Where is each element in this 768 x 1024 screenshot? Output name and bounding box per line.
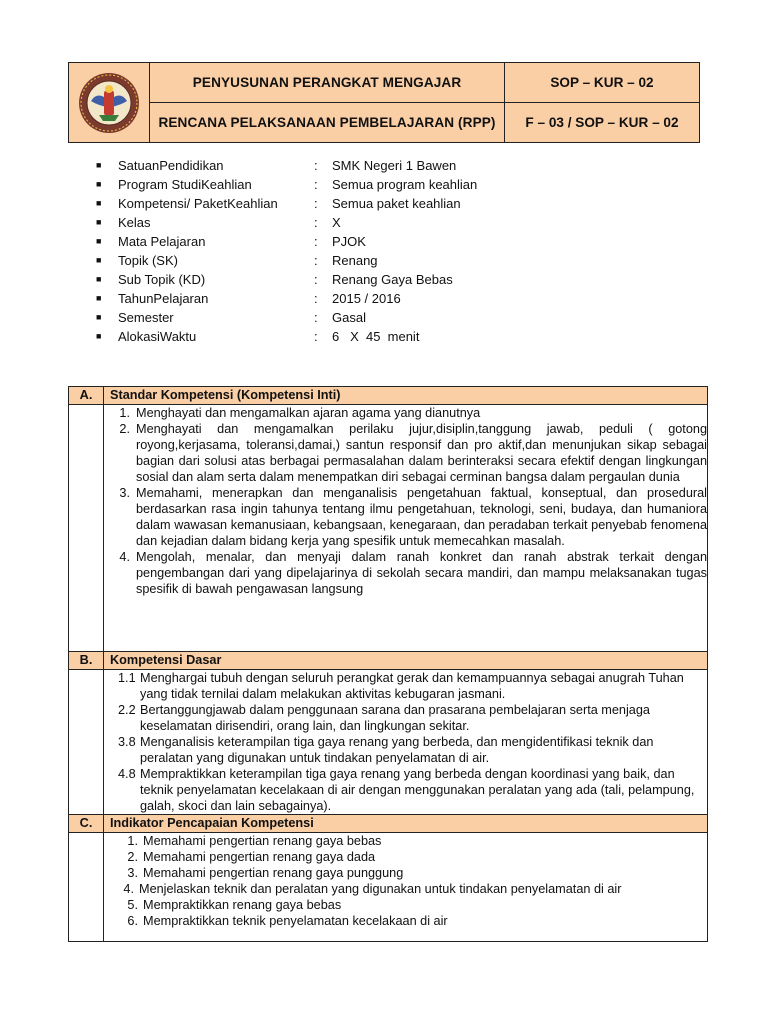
item-text: Memahami pengertian renang gaya dada bbox=[143, 850, 376, 864]
info-colon: : bbox=[314, 215, 318, 230]
item-text: Mempraktikkan renang gaya bebas bbox=[143, 898, 342, 912]
item-text: Bertanggungjawab dalam penggunaan sarana dan prasarana pembelajaran serta menjaga keselamatan dirisendiri, orang lain, dan lingkungan sekitar. bbox=[140, 703, 650, 733]
item-number: 1. bbox=[127, 834, 138, 848]
section-c-header bbox=[69, 815, 708, 833]
info-colon: : bbox=[314, 310, 318, 325]
info-row bbox=[96, 232, 596, 251]
info-row bbox=[96, 194, 596, 213]
section-title: Indikator Pencapaian Kompetensi bbox=[104, 815, 708, 833]
info-row bbox=[96, 175, 596, 194]
header-code-2: F – 03 / SOP – KUR – 02 bbox=[505, 103, 700, 143]
bullet-icon: ■ bbox=[96, 274, 102, 284]
list-item bbox=[118, 670, 707, 702]
header-code-1: SOP – KUR – 02 bbox=[505, 63, 700, 103]
info-label: SatuanPendidikan bbox=[118, 158, 224, 173]
school-emblem-icon bbox=[77, 71, 141, 135]
item-text: Memahami pengertian renang gaya bebas bbox=[143, 834, 382, 848]
item-number: 1. bbox=[119, 406, 130, 420]
info-colon: : bbox=[314, 329, 318, 344]
bullet-icon: ■ bbox=[96, 293, 102, 303]
item-text: Memahami, menerapkan dan menganalisis pengetahuan faktual, konseptual, dan prosedural berdasarkan rasa ingin tahunya tentang ilmu pengetahuan, teknologi, seni, budaya, dan humaniora dalam wawasan kemanusiaan, kebangsaan, kenegaraan, dan peradaban terkait penyebab fenomena dan kejadian dalam bidang kerja yang spesifik untuk memecahkan masalah. bbox=[136, 486, 707, 548]
section-title: Standar Kompetensi (Kompetensi Inti) bbox=[104, 387, 708, 405]
info-value: PJOK bbox=[332, 234, 366, 249]
info-row bbox=[96, 156, 596, 175]
info-colon: : bbox=[314, 272, 318, 287]
item-number: 3. bbox=[127, 866, 138, 880]
info-label: Kompetensi/ PaketKeahlian bbox=[118, 196, 278, 211]
info-value: Renang Gaya Bebas bbox=[332, 272, 453, 287]
item-text: Mempraktikkan keterampilan tiga gaya renang yang berbeda dengan koordinasi yang baik, dan teknik penyelamatan kecelakaan di air dengan menggunakan peralatan yang ada (tali, pelampung, galah, skoci dan lain sebagainya). bbox=[140, 767, 695, 813]
info-label: TahunPelajaran bbox=[118, 291, 209, 306]
item-number: 2.2 bbox=[118, 703, 136, 717]
item-text: Menjelaskan teknik dan peralatan yang digunakan untuk tindakan penyelamatan di air bbox=[139, 882, 622, 896]
basic-competency-list bbox=[118, 670, 707, 814]
item-number: 3.8 bbox=[118, 735, 136, 749]
info-label: Semester bbox=[118, 310, 174, 325]
info-row bbox=[96, 308, 596, 327]
info-colon: : bbox=[314, 253, 318, 268]
info-colon: : bbox=[314, 196, 318, 211]
section-title: Kompetensi Dasar bbox=[104, 652, 708, 670]
list-item bbox=[104, 833, 707, 849]
item-text: Menghayati dan mengamalkan ajaran agama yang dianutnya bbox=[136, 406, 481, 420]
info-colon: : bbox=[314, 234, 318, 249]
item-text: Menghayati dan mengamalkan perilaku jujur,disiplin,tanggung jawab, peduli ( gotong royong,kerjasama, toleransi,damai,) santun responsif dan pro aktif,dan menunjukan sikap sebagai bagian dari solusi atas berbagai permasalahan dalam berinteraksi secara efektif dengan lingkungan sosial dan alam serta dalam menempatkan diri sebagai cerminan bangsa dalam pergaulan dunia bbox=[136, 422, 707, 484]
identity-list bbox=[96, 156, 596, 346]
section-a-body bbox=[69, 405, 708, 652]
competency-table bbox=[68, 386, 708, 942]
section-b-header bbox=[69, 652, 708, 670]
list-item bbox=[118, 702, 707, 734]
item-text: Menghargai tubuh dengan seluruh perangkat gerak dan kemampuannya sebagai anugrah Tuhan yang tidak ternilai dalam melakukan aktivitas kebugaran jasmani. bbox=[140, 671, 684, 701]
info-colon: : bbox=[314, 177, 318, 192]
info-label: Sub Topik (KD) bbox=[118, 272, 206, 287]
info-label: AlokasiWaktu bbox=[118, 329, 197, 344]
info-label: Program StudiKeahlian bbox=[118, 177, 252, 192]
section-letter: B. bbox=[69, 652, 104, 670]
info-value: Semua paket keahlian bbox=[332, 196, 461, 211]
bullet-icon: ■ bbox=[96, 255, 102, 265]
info-row bbox=[96, 213, 596, 232]
section-a-header bbox=[69, 387, 708, 405]
info-value: Semua program keahlian bbox=[332, 177, 478, 192]
item-text: Menganalisis keterampilan tiga gaya renang yang berbeda, dan mengidentifikasi teknik dan peralatan yang digunakan untuk tindakan penyelamatan di air. bbox=[140, 735, 654, 765]
item-number: 3. bbox=[119, 486, 130, 500]
list-item bbox=[104, 405, 707, 421]
item-number: 2. bbox=[119, 422, 130, 436]
info-value: Gasal bbox=[332, 310, 366, 325]
bullet-icon: ■ bbox=[96, 312, 102, 322]
info-value: Renang bbox=[332, 253, 378, 268]
item-text: Mengolah, menalar, dan menyaji dalam ranah konkret dan ranah abstrak terkait dengan pengembangan dari yang dipelajarinya di sekolah secara mandiri, dan mampu melaksanakan tugas spesifik di bawah pengawasan langsung bbox=[136, 550, 707, 596]
standard-competency-list bbox=[104, 405, 707, 597]
indicator-list bbox=[104, 833, 707, 929]
info-label: Kelas bbox=[118, 215, 151, 230]
info-label: Topik (SK) bbox=[118, 253, 178, 268]
list-item bbox=[104, 865, 707, 881]
bullet-icon: ■ bbox=[96, 160, 102, 170]
item-number: 1.1 bbox=[118, 671, 136, 685]
item-number: 4.8 bbox=[118, 767, 136, 781]
header-title-2: RENCANA PELAKSANAAN PEMBELAJARAN (RPP) bbox=[150, 103, 505, 143]
section-c-body bbox=[69, 833, 708, 942]
info-colon: : bbox=[314, 291, 318, 306]
info-colon: : bbox=[314, 158, 318, 173]
item-number: 4. bbox=[123, 882, 134, 896]
list-item bbox=[104, 485, 707, 549]
info-value: X bbox=[332, 215, 341, 230]
document-header bbox=[68, 62, 700, 143]
item-text: Mempraktikkan teknik penyelamatan kecelakaan di air bbox=[143, 914, 448, 928]
item-number: 5. bbox=[127, 898, 138, 912]
info-row bbox=[96, 270, 596, 289]
info-value: 2015 / 2016 bbox=[332, 291, 401, 306]
list-item bbox=[104, 421, 707, 485]
list-item bbox=[118, 766, 707, 814]
item-number: 2. bbox=[127, 850, 138, 864]
section-b-body bbox=[69, 670, 708, 815]
list-item bbox=[104, 881, 707, 897]
info-value: SMK Negeri 1 Bawen bbox=[332, 158, 457, 173]
item-number: 4. bbox=[119, 550, 130, 564]
section-letter: A. bbox=[69, 387, 104, 405]
bullet-icon: ■ bbox=[96, 331, 102, 341]
info-row bbox=[96, 289, 596, 308]
info-row bbox=[96, 251, 596, 270]
info-label: Mata Pelajaran bbox=[118, 234, 206, 249]
info-row bbox=[96, 327, 596, 346]
bullet-icon: ■ bbox=[96, 217, 102, 227]
bullet-icon: ■ bbox=[96, 179, 102, 189]
section-letter: C. bbox=[69, 815, 104, 833]
list-item bbox=[104, 913, 707, 929]
list-item bbox=[118, 734, 707, 766]
list-item bbox=[104, 897, 707, 913]
info-value: 6 X 45 menit bbox=[332, 329, 420, 344]
logo-cell bbox=[69, 63, 150, 143]
item-number: 6. bbox=[127, 914, 138, 928]
bullet-icon: ■ bbox=[96, 236, 102, 246]
bullet-icon: ■ bbox=[96, 198, 102, 208]
list-item bbox=[104, 549, 707, 597]
item-text: Memahami pengertian renang gaya punggung bbox=[143, 866, 404, 880]
header-title-1: PENYUSUNAN PERANGKAT MENGAJAR bbox=[150, 63, 505, 103]
list-item bbox=[104, 849, 707, 865]
